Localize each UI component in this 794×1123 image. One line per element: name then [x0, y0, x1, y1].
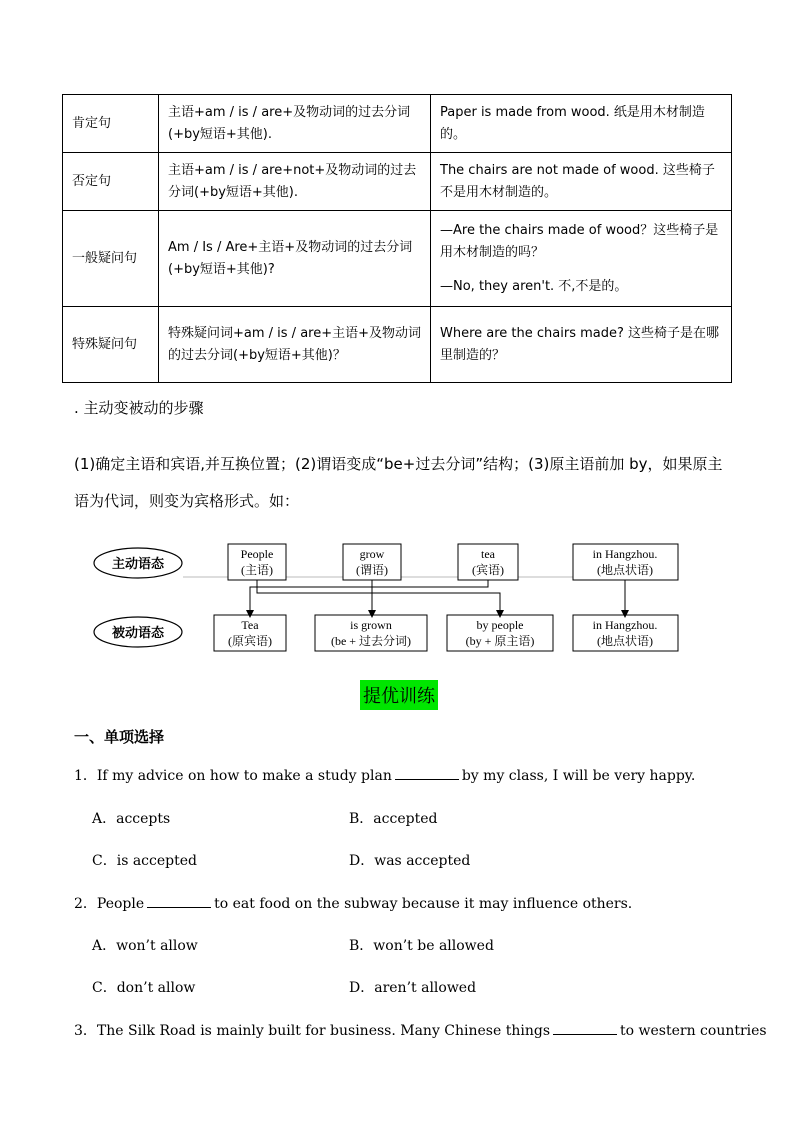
question-2-option-a: A．won’t allow	[92, 938, 198, 954]
svg-text:is grown: is grown	[350, 618, 392, 632]
question-text: to eat food on the subway because it may influence others.	[214, 896, 633, 912]
example-text: —No, they aren't. 不,不是的。	[440, 278, 628, 294]
active-box-adverbial	[573, 544, 678, 580]
question-1-option-a: A．accepts	[92, 811, 171, 827]
passive-box-agent	[447, 615, 553, 651]
answer-blank	[553, 1022, 617, 1035]
steps-body: (1)确定主语和宾语,并互换位置；(2)谓语变成“be+过去分词”结构；(3)原主语前加 by，如果原主语为代词，则变为宾格形式。如：	[74, 455, 723, 510]
passive-box-predicate	[315, 615, 427, 651]
answer-blank	[147, 895, 211, 908]
sentence-type-cell: 特殊疑问句	[63, 307, 159, 383]
example-text: —Are the chairs made of wood？这些椅子是用木材制造的吗？	[440, 222, 719, 260]
svg-text:被动语态: 被动语态	[111, 626, 165, 641]
connector-lines	[250, 580, 625, 614]
sentence-type-cell: 否定句	[63, 153, 159, 211]
question-3	[74, 1020, 767, 1040]
question-1	[74, 765, 695, 785]
example-cell	[431, 95, 732, 153]
svg-text:grow: grow	[359, 547, 385, 561]
example-cell	[431, 211, 732, 307]
example-cell	[431, 153, 732, 211]
question-2	[74, 893, 632, 913]
structure-cell: 主语+am / is / are+及物动词的过去分词(+by短语+其他).	[159, 95, 431, 153]
table-row	[63, 307, 732, 383]
structure-cell: Am / Is / Are+主语+及物动词的过去分词(+by短语+其他)?	[159, 211, 431, 307]
question-1-option-d: D．was accepted	[349, 853, 471, 869]
sentence-type-cell: 肯定句	[63, 95, 159, 153]
passive-voice-label	[94, 617, 182, 647]
question-text: 3．The Silk Road is mainly built for business. Many Chinese things	[74, 1023, 551, 1039]
active-box-object	[458, 544, 518, 580]
svg-text:tea: tea	[481, 547, 495, 561]
svg-text:in Hangzhou.: in Hangzhou.	[592, 618, 658, 632]
svg-text:in Hangzhou.: in Hangzhou.	[592, 547, 658, 561]
section-banner: 提优训练	[360, 680, 438, 710]
table-row	[63, 153, 732, 211]
svg-text:主动语态: 主动语态	[111, 557, 165, 572]
question-text: 2．People	[74, 896, 145, 912]
example-text: Where are the chairs made? 这些椅子是在哪里制造的？	[440, 325, 720, 363]
active-voice-label	[94, 548, 182, 578]
question-2-option-d: D．aren’t allowed	[349, 980, 477, 996]
steps-title: . 主动变被动的步骤	[74, 399, 204, 417]
example-text: The chairs are not made of wood. 这些椅子不是用木材制造的。	[440, 162, 715, 200]
svg-text:(be + 过去分词): (be + 过去分词)	[330, 634, 412, 648]
active-box-predicate	[343, 544, 401, 580]
answer-blank	[395, 767, 459, 780]
svg-text:(地点状语): (地点状语)	[597, 634, 653, 648]
structure-cell: 特殊疑问词+am / is / are+主语+及物动词的过去分词(+by短语+其他)？	[159, 307, 431, 383]
question-text: 1．If my advice on how to make a study plan	[74, 768, 392, 784]
svg-text:Tea: Tea	[241, 618, 259, 632]
svg-text:(by + 原主语): (by + 原主语)	[465, 634, 535, 648]
section-heading: 一、单项选择	[74, 728, 165, 746]
question-text: by my class, I will be very happy.	[461, 768, 696, 784]
svg-text:by people: by people	[476, 618, 524, 632]
active-box-subject	[228, 544, 286, 580]
question-2-option-b: B．won’t be allowed	[349, 938, 494, 954]
table-row	[63, 211, 732, 307]
question-text: to western countries	[620, 1023, 767, 1039]
structure-cell: 主语+am / is / are+not+及物动词的过去分词(+by短语+其他).	[159, 153, 431, 211]
svg-text:(宾语): (宾语)	[472, 563, 504, 577]
svg-text:(地点状语): (地点状语)	[597, 563, 653, 577]
question-1-option-b: B．accepted	[349, 811, 438, 827]
example-cell	[431, 307, 732, 383]
svg-text:(谓语): (谓语)	[356, 563, 388, 577]
voice-conversion-diagram	[90, 535, 690, 660]
passive-box-adverbial	[573, 615, 678, 651]
passive-box-subject	[214, 615, 286, 651]
svg-text:People: People	[240, 547, 274, 561]
sentence-type-cell: 一般疑问句	[63, 211, 159, 307]
passive-voice-table	[62, 94, 732, 383]
svg-text:(原宾语): (原宾语)	[228, 634, 272, 648]
question-1-option-c: C．is accepted	[92, 853, 197, 869]
example-text: Paper is made from wood. 纸是用木材制造的。	[440, 104, 705, 142]
question-2-option-c: C．don’t allow	[92, 980, 196, 996]
svg-text:(主语): (主语)	[241, 563, 273, 577]
table-row	[63, 95, 732, 153]
